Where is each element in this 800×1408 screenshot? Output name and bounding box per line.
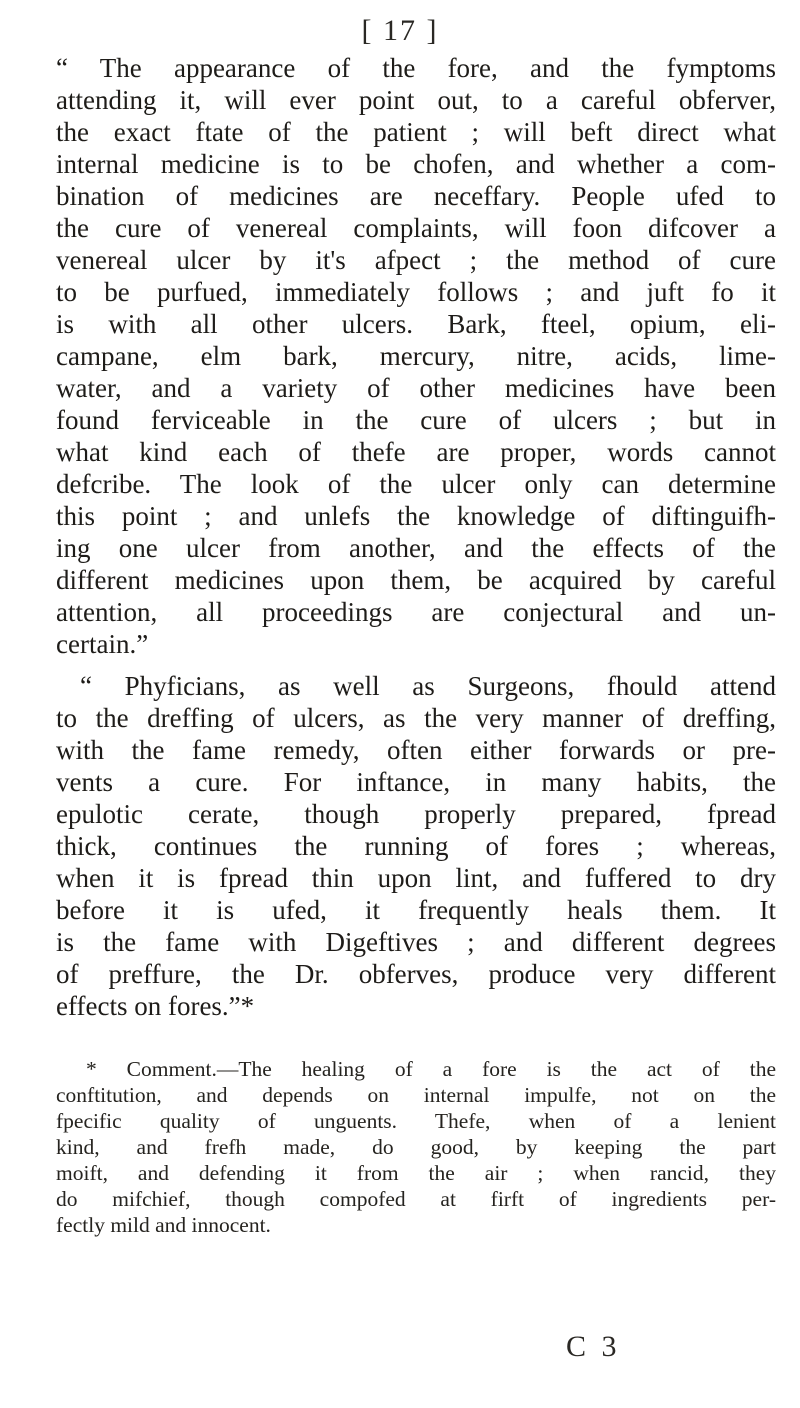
text-line: effects on fores.”* (56, 991, 255, 1021)
text-line: what kind each of thefe are proper, words cannot (56, 437, 776, 467)
text-line: found ferviceable in the cure of ulcers ; but in (56, 405, 776, 435)
footnote-line: fectly mild and innocent. (56, 1213, 271, 1237)
footnote-line: do mifchief, though compofed at firft of ingredients per- (56, 1187, 776, 1211)
text-line: this point ; and unlefs the knowledge of diftinguifh- (56, 501, 776, 531)
footnote-line: kind, and frefh made, do good, by keeping the part (56, 1135, 776, 1159)
text-line: “ The appearance of the fore, and the fymptoms (56, 53, 776, 83)
text-line: of preffure, the Dr. obferves, produce very different (56, 959, 776, 989)
footnote-line: conftitution, and depends on internal impulfe, not on the (56, 1083, 776, 1107)
text-line: with the fame remedy, often either forwards or pre- (56, 735, 776, 765)
footnote-line: * Comment.—The healing of a fore is the act of the (86, 1057, 776, 1081)
footnote-line: moift, and defending it from the air ; when rancid, they (56, 1161, 776, 1185)
footnote-line: fpecific quality of unguents. Thefe, when of a lenient (56, 1109, 776, 1133)
text-line: certain.” (56, 629, 149, 659)
text-line: water, and a variety of other medicines have been (56, 373, 776, 403)
text-line: internal medicine is to be chofen, and whether a com- (56, 149, 776, 179)
text-line: when it is fpread thin upon lint, and fuffered to dry (56, 863, 776, 893)
text-line: defcribe. The look of the ulcer only can determine (56, 469, 776, 499)
text-line: before it is ufed, it frequently heals them. It (56, 895, 776, 925)
text-line: attending it, will ever point out, to a careful obferver, (56, 85, 776, 115)
text-line: different medicines upon them, be acquired by careful (56, 565, 776, 595)
text-line: is the fame with Digeftives ; and different degrees (56, 927, 776, 957)
text-line: “ Phyficians, as well as Surgeons, fhould attend (80, 671, 776, 701)
text-line: to be purfued, immediately follows ; and juft fo it (56, 277, 776, 307)
page-number: [ 17 ] (361, 14, 439, 47)
text-line: the exact ftate of the patient ; will beft direct what (56, 117, 776, 147)
text-line: campane, elm bark, mercury, nitre, acids, lime- (56, 341, 776, 371)
text-line: the cure of venereal complaints, will foon difcover a (56, 213, 776, 243)
text-line: to the dreffing of ulcers, as the very manner of dreffing, (56, 703, 776, 733)
text-line: is with all other ulcers. Bark, fteel, opium, eli- (56, 309, 776, 339)
text-line: ing one ulcer from another, and the effects of the (56, 533, 776, 563)
text-line: epulotic cerate, though properly prepared, fpread (56, 799, 776, 829)
text-line: thick, continues the running of fores ; whereas, (56, 831, 776, 861)
text-line: venereal ulcer by it's afpect ; the method of cure (56, 245, 776, 275)
signature-mark: C 3 (566, 1330, 621, 1363)
text-line: attention, all proceedings are conjectural and un- (56, 597, 776, 627)
text-line: vents a cure. For inftance, in many habits, the (56, 767, 776, 797)
text-line: bination of medicines are neceffary. People ufed to (56, 181, 776, 211)
